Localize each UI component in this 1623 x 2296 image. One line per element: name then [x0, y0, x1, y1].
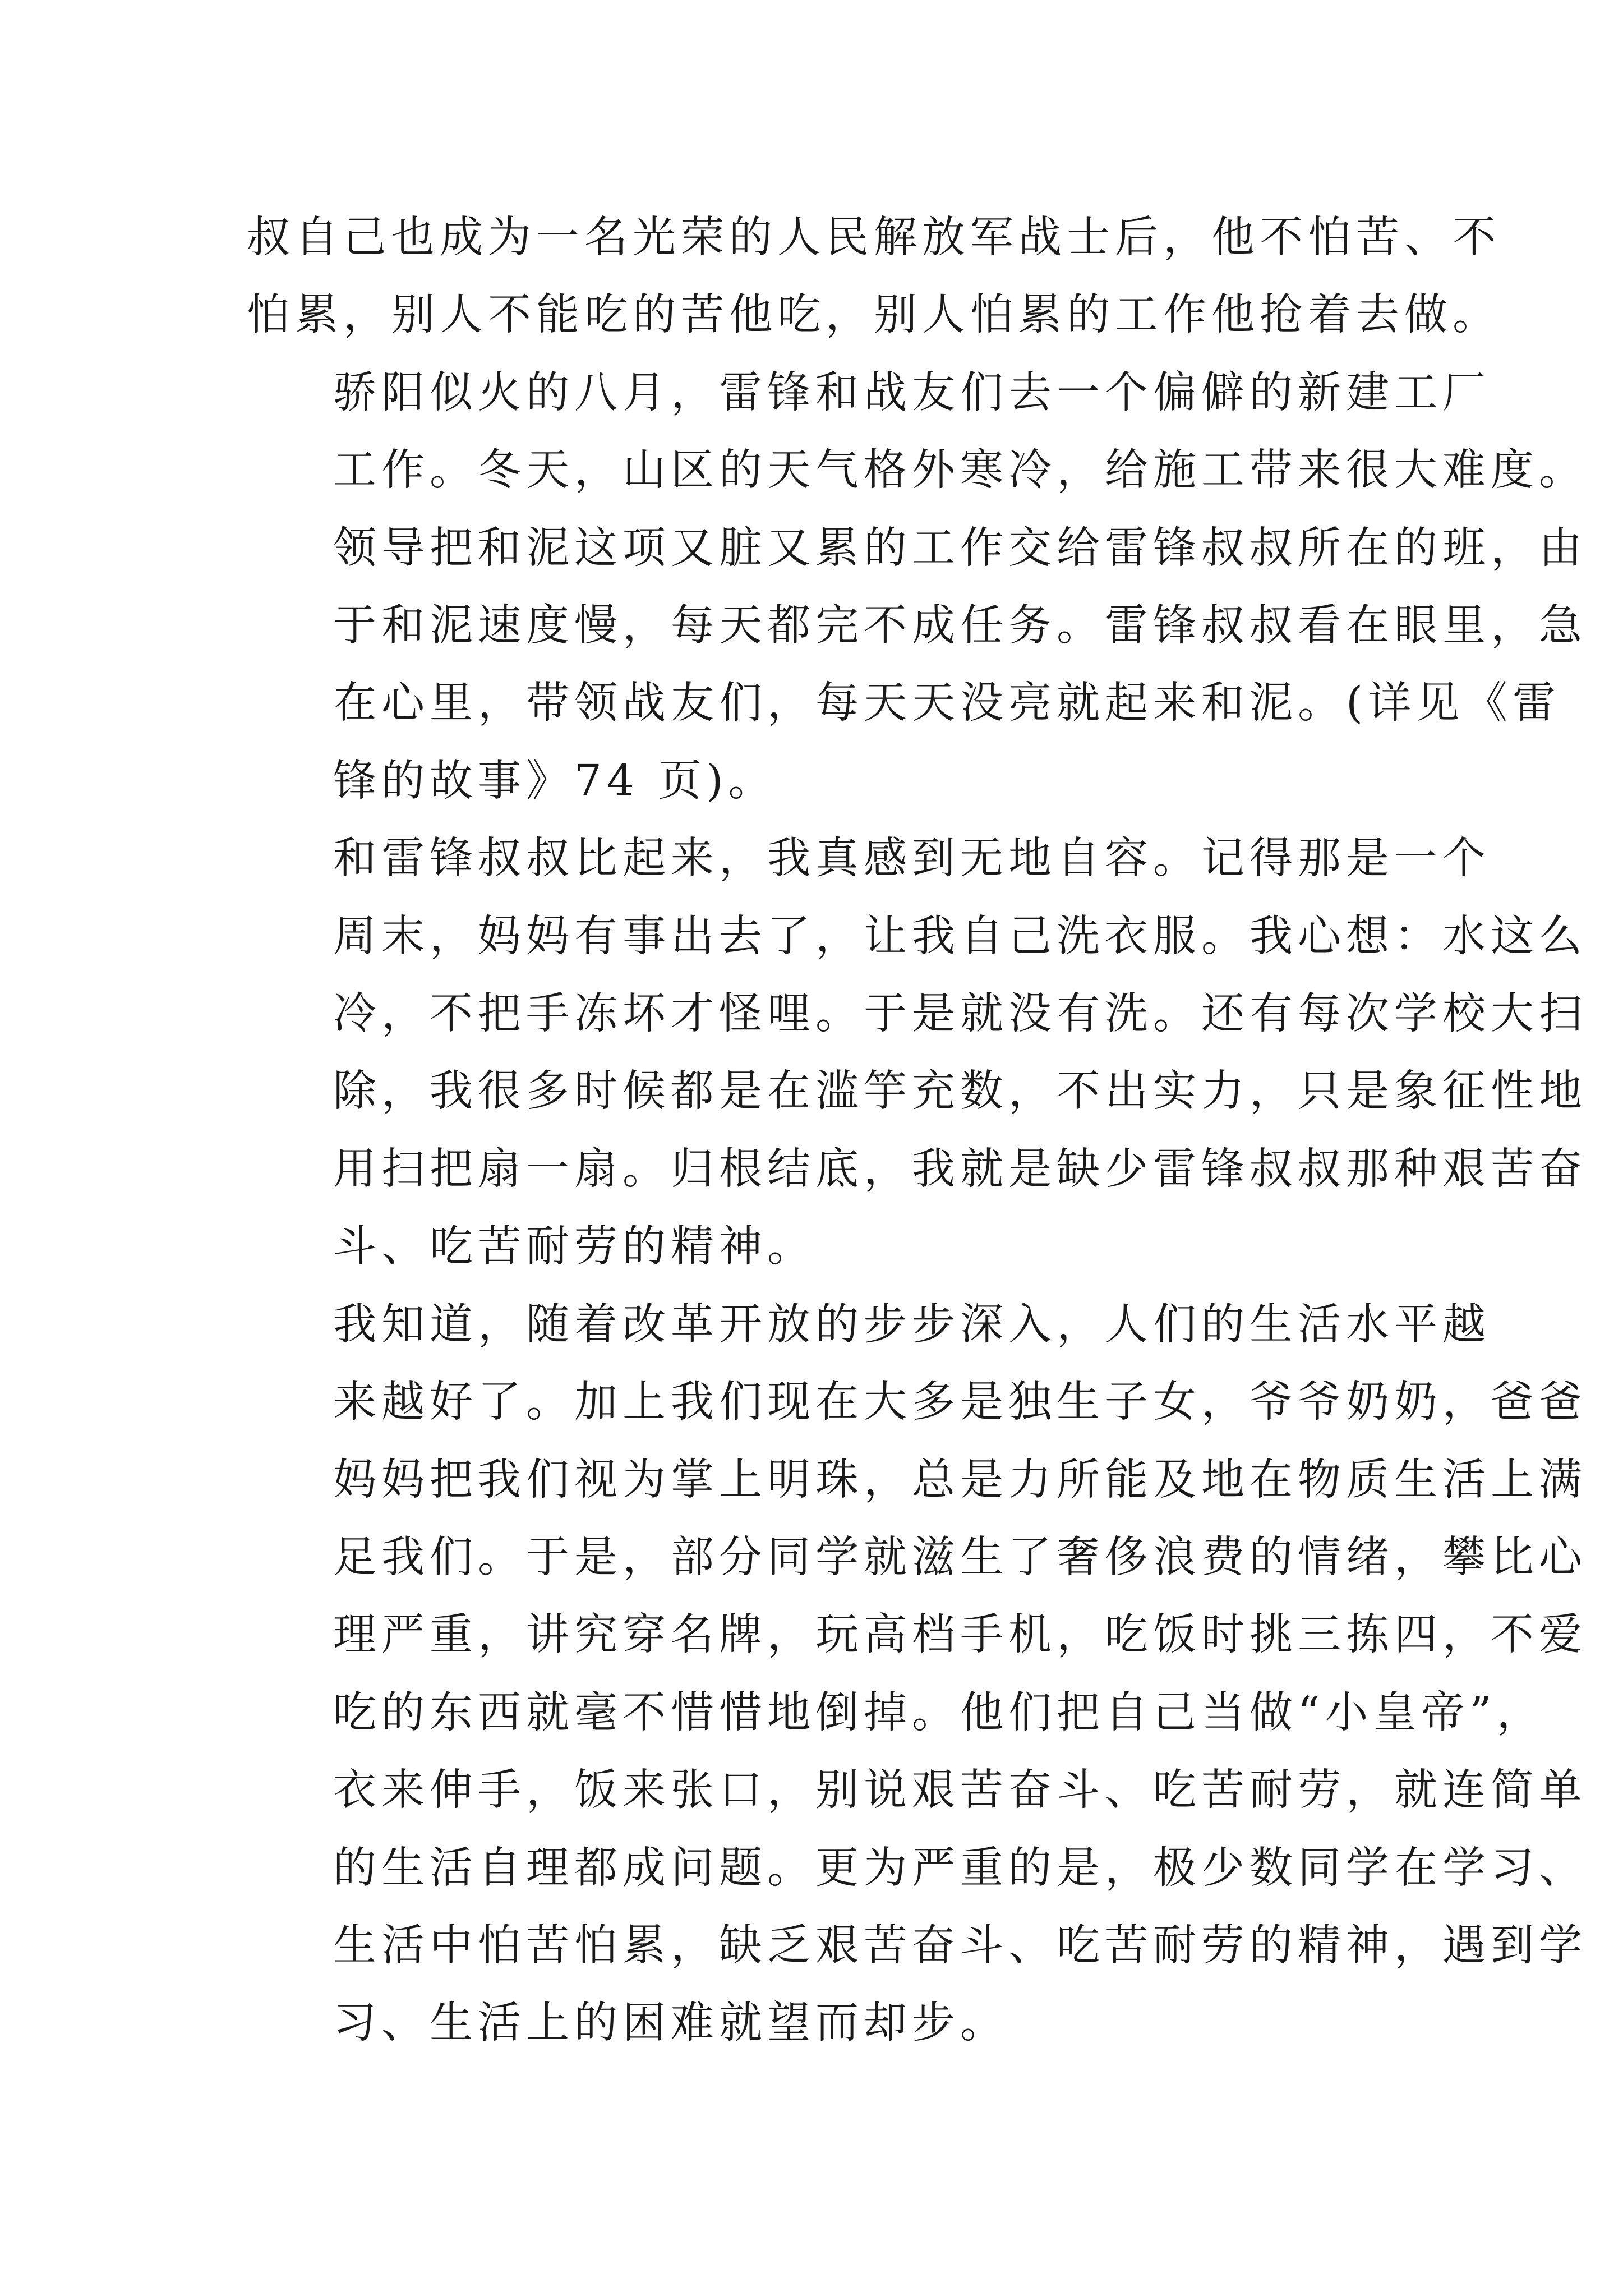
text-line: 习、生活上的困难就望而却步。 — [333, 1998, 1008, 2049]
paragraph-2 — [247, 355, 1587, 820]
text-line: 工作。冬天，山区的天气格外寒冷，给施工带来很大难度。 — [333, 445, 1587, 496]
text-line: 生活中怕苦怕累，缺乏艰苦奋斗、吃苦耐劳的精神，遇到学 — [333, 1920, 1587, 1971]
text-line: 妈妈把我们视为掌上明珠，总是力所能及地在物质生活上满 — [333, 1455, 1587, 1505]
text-line: 和雷锋叔叔比起来，我真感到无地自容。记得那是一个 — [333, 834, 1491, 884]
text-line: 骄阳似火的八月，雷锋和战友们去一个偏僻的新建工厂 — [333, 367, 1491, 418]
text-line: 除，我很多时候都是在滥竽充数，不出实力，只是象征性地 — [333, 1066, 1587, 1117]
text-line: 来越好了。加上我们现在大多是独生子女，爷爷奶奶，爸爸 — [333, 1377, 1587, 1428]
text-line: 吃的东西就毫不惜惜地倒掉。他们把自己当做“小皇帝”， — [333, 1687, 1545, 1738]
text-line: 冷，不把手冻坏才怪哩。于是就没有洗。还有每次学校大扫 — [333, 989, 1587, 1039]
paragraph-1 — [247, 199, 1501, 355]
text-line: 怕累，别人不能吃的苦他吃，别人怕累的工作他抢着去做。 — [247, 290, 1501, 341]
text-line: 理严重，讲究穿名牌，玩高档手机，吃饭时挑三拣四，不爱 — [333, 1610, 1587, 1660]
paragraph-3 — [247, 820, 1587, 1286]
paragraph-4 — [247, 1286, 1587, 2063]
body-text — [247, 199, 1587, 2063]
text-line: 斗、吃苦耐劳的精神。 — [333, 1222, 815, 1272]
text-line: 用扫把扇一扇。归根结底，我就是缺少雷锋叔叔那种艰苦奋 — [333, 1144, 1587, 1194]
text-line: 叔自己也成为一名光荣的人民解放军战士后，他不怕苦、不 — [247, 213, 1501, 263]
text-line: 锋的故事》74 页)。 — [333, 756, 777, 806]
text-line: 我知道，随着改革开放的步步深入，人们的生活水平越 — [333, 1299, 1491, 1350]
text-line: 于和泥速度慢，每天都完不成任务。雷锋叔叔看在眼里，急 — [333, 601, 1587, 651]
text-line: 周末，妈妈有事出去了，让我自己洗衣服。我心想：水这么 — [333, 911, 1587, 961]
text-line: 领导把和泥这项又脏又累的工作交给雷锋叔叔所在的班，由 — [333, 523, 1587, 573]
text-line: 衣来伸手，饭来张口，别说艰苦奋斗、吃苦耐劳，就连简单 — [333, 1765, 1587, 1816]
text-line: 的生活自理都成问题。更为严重的是，极少数同学在学习、 — [333, 1843, 1587, 1893]
text-line: 足我们。于是，部分同学就滋生了奢侈浪费的情绪，攀比心 — [333, 1532, 1587, 1582]
text-line: 在心里，带领战友们，每天天没亮就起来和泥。(详见《雷 — [333, 678, 1561, 729]
